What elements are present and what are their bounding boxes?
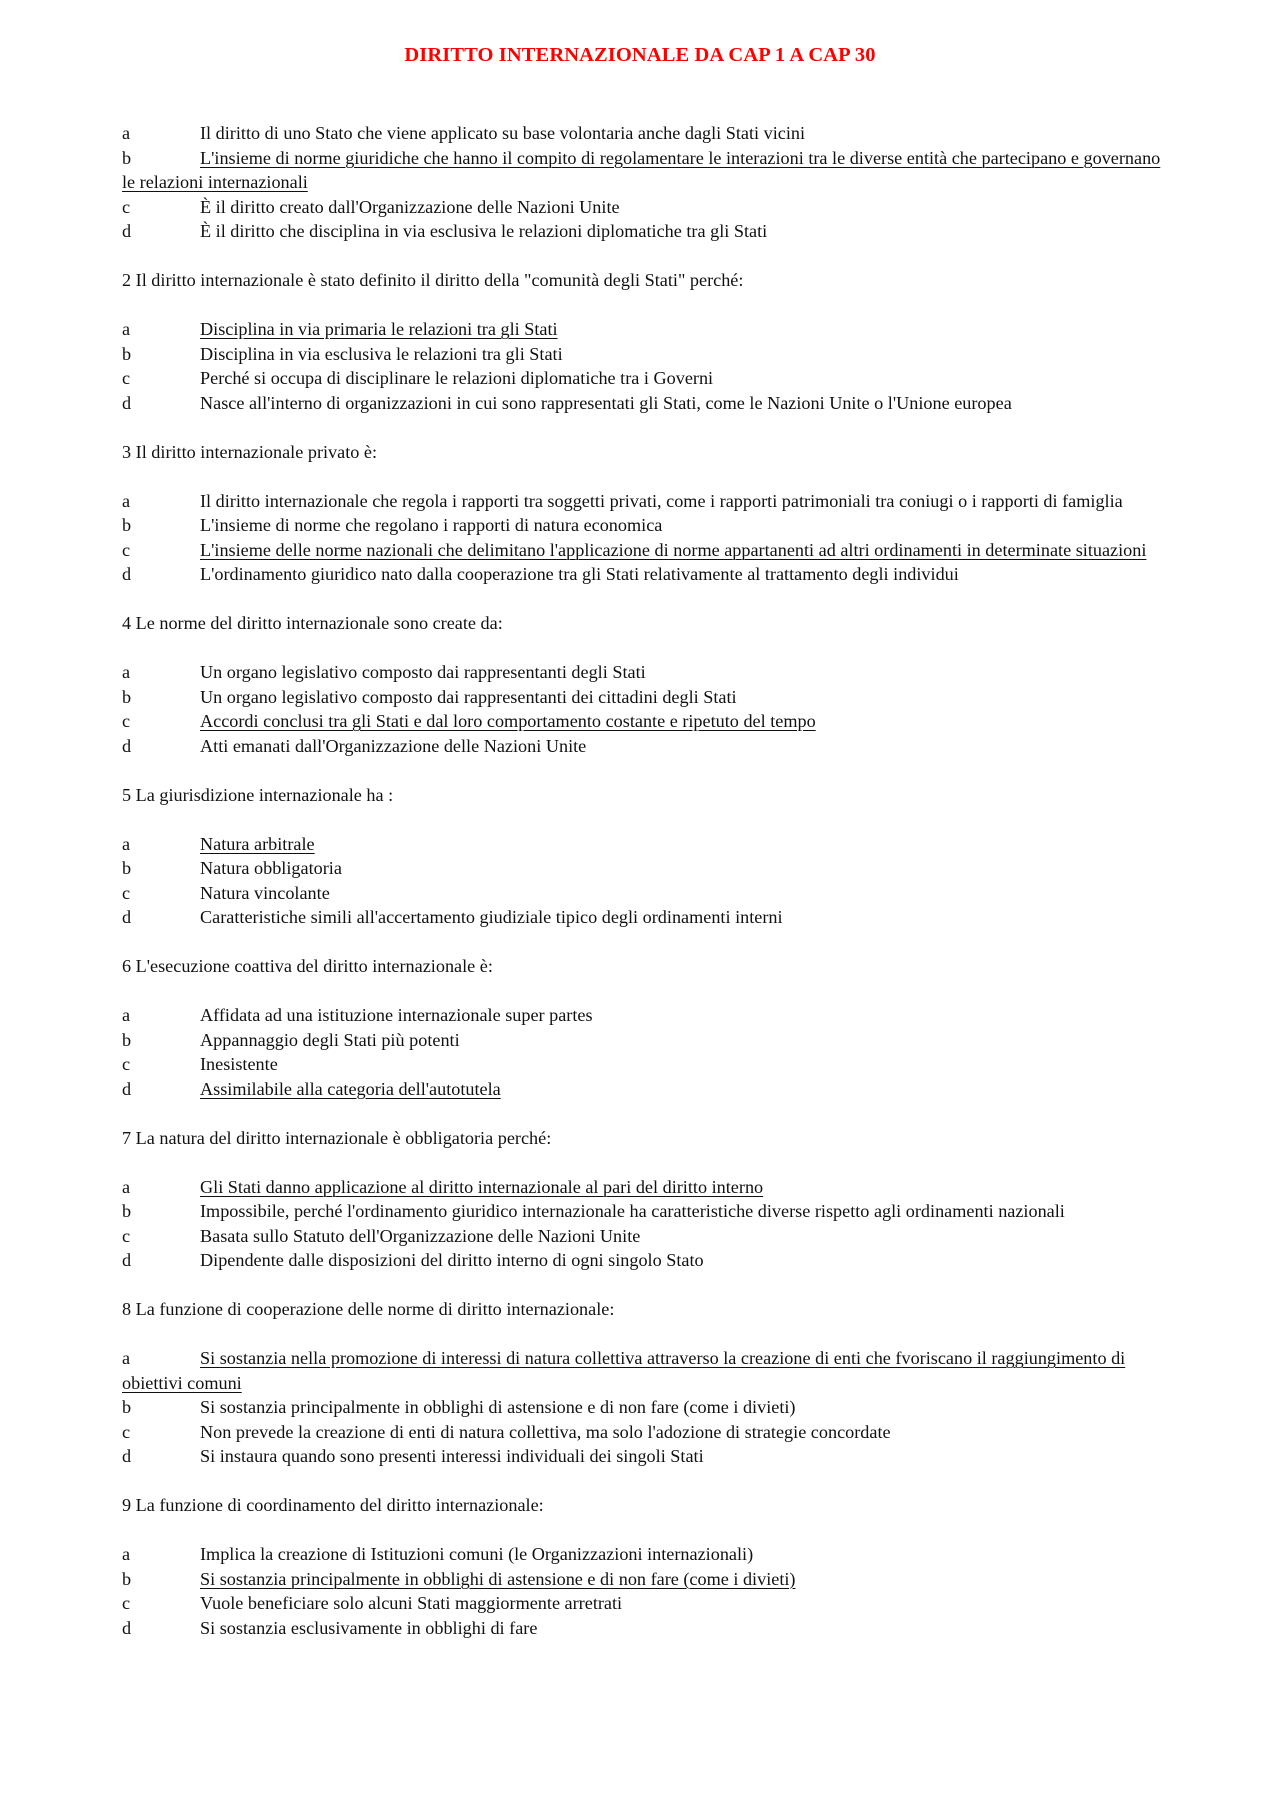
answer-option xyxy=(122,1616,1172,1641)
option-letter: d xyxy=(122,1078,132,1099)
option-text: Natura obbligatoria xyxy=(200,858,342,878)
option-text: Si sostanzia nella promozione di interessi di natura collettiva attraverso la creazione di enti che fvoriscano il raggiungimento di obiettivi comuni xyxy=(122,1348,1126,1393)
question-number: 5 xyxy=(122,784,132,805)
option-letter: a xyxy=(122,490,131,511)
option-letter: c xyxy=(122,196,131,217)
question-block xyxy=(122,440,1172,587)
answer-option-correct xyxy=(122,709,1172,734)
answer-option xyxy=(122,1248,1172,1273)
option-text: Non prevede la creazione di enti di natura collettiva, ma solo l'adozione di strategie concordate xyxy=(200,1421,891,1442)
question-text xyxy=(122,783,1172,808)
question-text xyxy=(122,954,1172,979)
question-label: Il diritto internazionale è stato definito il diritto della "comunità degli Stati" perché: xyxy=(135,270,744,290)
question-text xyxy=(122,1126,1172,1151)
option-text: Disciplina in via primaria le relazioni tra gli Stati xyxy=(200,319,558,339)
option-letter: b xyxy=(122,515,132,535)
option-text: Un organo legislativo composto dai rappresentanti dei cittadini degli Stati xyxy=(200,686,737,707)
option-letter: c xyxy=(122,368,131,388)
option-letter: a xyxy=(122,123,131,143)
option-text: Gli Stati danno applicazione al diritto internazionale al pari del diritto interno xyxy=(200,1176,764,1197)
option-letter: b xyxy=(122,343,132,364)
option-letter: b xyxy=(122,686,132,707)
answer-option-correct xyxy=(122,1567,1172,1592)
answer-option xyxy=(122,513,1172,538)
answer-option xyxy=(122,856,1172,881)
question-block xyxy=(122,1493,1172,1640)
answer-option-correct xyxy=(122,146,1172,195)
question-block xyxy=(122,1126,1172,1273)
answer-option-correct xyxy=(122,1175,1172,1200)
question-block xyxy=(122,954,1172,1101)
option-text: Implica la creazione di Istituzioni comuni (le Organizzazioni internazionali) xyxy=(200,1544,754,1564)
option-text: Il diritto di uno Stato che viene applicato su base volontaria anche dagli Stati vicini xyxy=(200,123,806,143)
option-letter: d xyxy=(122,564,132,584)
question-number: 3 xyxy=(122,441,132,462)
option-text: Atti emanati dall'Organizzazione delle Nazioni Unite xyxy=(200,735,587,756)
option-letter: b xyxy=(122,147,132,168)
answer-option xyxy=(122,660,1172,685)
answer-option xyxy=(122,1542,1172,1567)
question-block xyxy=(122,611,1172,758)
option-letter: d xyxy=(122,1446,132,1466)
option-letter: b xyxy=(122,1568,132,1589)
question-number: 8 xyxy=(122,1299,132,1319)
answer-option xyxy=(122,1052,1172,1077)
option-letter: a xyxy=(122,1005,131,1025)
question-number: 7 xyxy=(122,1127,132,1148)
option-text: Accordi conclusi tra gli Stati e dal loro comportamento costante e ripetuto del tempo xyxy=(200,711,816,731)
option-letter: d xyxy=(122,1250,132,1270)
option-text: L'ordinamento giuridico nato dalla cooperazione tra gli Stati relativamente al trattamento degli individui xyxy=(200,564,959,584)
answer-option xyxy=(122,219,1172,244)
question-label: La giurisdizione internazionale ha : xyxy=(135,784,394,805)
option-text: Natura arbitrale xyxy=(200,833,315,854)
option-letter: c xyxy=(122,882,131,903)
question-label: Le norme del diritto internazionale sono create da: xyxy=(135,613,503,633)
quiz-content xyxy=(122,121,1172,1665)
option-letter: c xyxy=(122,711,131,731)
answer-option-correct xyxy=(122,1077,1172,1102)
option-letter: c xyxy=(122,1225,131,1246)
answer-option xyxy=(122,1224,1172,1249)
option-text: Impossibile, perché l'ordinamento giuridico internazionale ha caratteristiche diverse rispetto agli ordinamenti nazionali xyxy=(200,1201,1065,1221)
option-text: Basata sullo Statuto dell'Organizzazione delle Nazioni Unite xyxy=(200,1225,641,1246)
question-text xyxy=(122,1493,1172,1518)
question-number: 9 xyxy=(122,1495,132,1515)
option-text: Si instaura quando sono presenti interessi individuali dei singoli Stati xyxy=(200,1446,704,1466)
option-text: Caratteristiche simili all'accertamento giudiziale tipico degli ordinamenti interni xyxy=(200,907,783,927)
option-letter: c xyxy=(122,539,131,560)
option-letter: a xyxy=(122,662,131,682)
option-text: È il diritto creato dall'Organizzazione delle Nazioni Unite xyxy=(200,196,620,217)
question-block xyxy=(122,783,1172,930)
option-text: Vuole beneficiare solo alcuni Stati maggiormente arretrati xyxy=(200,1593,623,1613)
option-letter: b xyxy=(122,1029,132,1050)
question-label: La natura del diritto internazionale è obbligatoria perché: xyxy=(135,1127,552,1148)
option-letter: d xyxy=(122,1617,132,1638)
option-text: Affidata ad una istituzione internazionale super partes xyxy=(200,1005,593,1025)
option-letter: c xyxy=(122,1421,131,1442)
question-text xyxy=(122,1297,1172,1322)
option-text: L'insieme di norme giuridiche che hanno il compito di regolamentare le interazioni tra le diverse entità che partecipano e governano le relazioni internazionali xyxy=(122,147,1161,192)
option-text: Si sostanzia esclusivamente in obblighi di fare xyxy=(200,1617,538,1638)
option-letter: a xyxy=(122,319,131,339)
option-text: L'insieme delle norme nazionali che delimitano l'applicazione di norme appartanenti ad altri ordinamenti in determinate situazioni xyxy=(200,539,1147,560)
option-letter: b xyxy=(122,1201,132,1221)
question-number: 2 xyxy=(122,270,132,290)
option-text: Si sostanzia principalmente in obblighi di astensione e di non fare (come i divieti) xyxy=(200,1397,796,1417)
answer-option xyxy=(122,1591,1172,1616)
option-letter: a xyxy=(122,833,131,854)
answer-option-correct xyxy=(122,317,1172,342)
answer-option xyxy=(122,1003,1172,1028)
answer-option xyxy=(122,905,1172,930)
option-text: L'insieme di norme che regolano i rapporti di natura economica xyxy=(200,515,663,535)
answer-option xyxy=(122,489,1172,514)
option-letter: a xyxy=(122,1544,131,1564)
option-letter: a xyxy=(122,1176,131,1197)
option-text: Nasce all'interno di organizzazioni in cui sono rappresentati gli Stati, come le Nazioni Unite o l'Unione europea xyxy=(200,392,1012,413)
question-block xyxy=(122,121,1172,244)
question-text xyxy=(122,268,1172,293)
question-label: La funzione di cooperazione delle norme di diritto internazionale: xyxy=(135,1299,615,1319)
option-text: Un organo legislativo composto dai rappresentanti degli Stati xyxy=(200,662,646,682)
question-number: 4 xyxy=(122,613,132,633)
answer-option xyxy=(122,195,1172,220)
option-letter: b xyxy=(122,1397,132,1417)
option-text: Appannaggio degli Stati più potenti xyxy=(200,1029,460,1050)
answer-option xyxy=(122,391,1172,416)
answer-option-correct xyxy=(122,1346,1172,1395)
option-text: Assimilabile alla categoria dell'autotutela xyxy=(200,1078,501,1099)
answer-option xyxy=(122,342,1172,367)
answer-option xyxy=(122,366,1172,391)
answer-option xyxy=(122,1420,1172,1445)
answer-option xyxy=(122,562,1172,587)
option-text: Natura vincolante xyxy=(200,882,330,903)
option-letter: d xyxy=(122,221,132,241)
option-text: Inesistente xyxy=(200,1054,278,1074)
option-text: Si sostanzia principalmente in obblighi di astensione e di non fare (come i divieti) xyxy=(200,1568,796,1589)
option-letter: c xyxy=(122,1054,131,1074)
question-block xyxy=(122,1297,1172,1469)
option-text: Perché si occupa di disciplinare le relazioni diplomatiche tra i Governi xyxy=(200,368,714,388)
answer-option xyxy=(122,121,1172,146)
option-letter: b xyxy=(122,858,132,878)
question-label: La funzione di coordinamento del diritto internazionale: xyxy=(135,1495,544,1515)
option-text: È il diritto che disciplina in via esclusiva le relazioni diplomatiche tra gli Stati xyxy=(200,221,768,241)
option-letter: d xyxy=(122,392,132,413)
question-label: Il diritto internazionale privato è: xyxy=(135,441,378,462)
page-title: DIRITTO INTERNAZIONALE DA CAP 1 A CAP 30 xyxy=(404,44,876,66)
question-number: 6 xyxy=(122,956,132,976)
question-block xyxy=(122,268,1172,415)
option-letter: a xyxy=(122,1348,131,1368)
question-text xyxy=(122,611,1172,636)
answer-option-correct xyxy=(122,538,1172,563)
option-text: Dipendente dalle disposizioni del diritto interno di ogni singolo Stato xyxy=(200,1250,704,1270)
answer-option-correct xyxy=(122,832,1172,857)
answer-option xyxy=(122,685,1172,710)
answer-option xyxy=(122,1199,1172,1224)
answer-option xyxy=(122,734,1172,759)
question-text xyxy=(122,440,1172,465)
question-label: L'esecuzione coattiva del diritto internazionale è: xyxy=(135,956,493,976)
option-letter: d xyxy=(122,735,132,756)
answer-option xyxy=(122,1028,1172,1053)
option-text: Disciplina in via esclusiva le relazioni tra gli Stati xyxy=(200,343,563,364)
option-letter: d xyxy=(122,907,132,927)
answer-option xyxy=(122,1395,1172,1420)
option-text: Il diritto internazionale che regola i rapporti tra soggetti privati, come i rapporti patrimoniali tra coniugi o i rapporti di famiglia xyxy=(200,490,1123,511)
answer-option xyxy=(122,1444,1172,1469)
option-letter: c xyxy=(122,1593,131,1613)
answer-option xyxy=(122,881,1172,906)
